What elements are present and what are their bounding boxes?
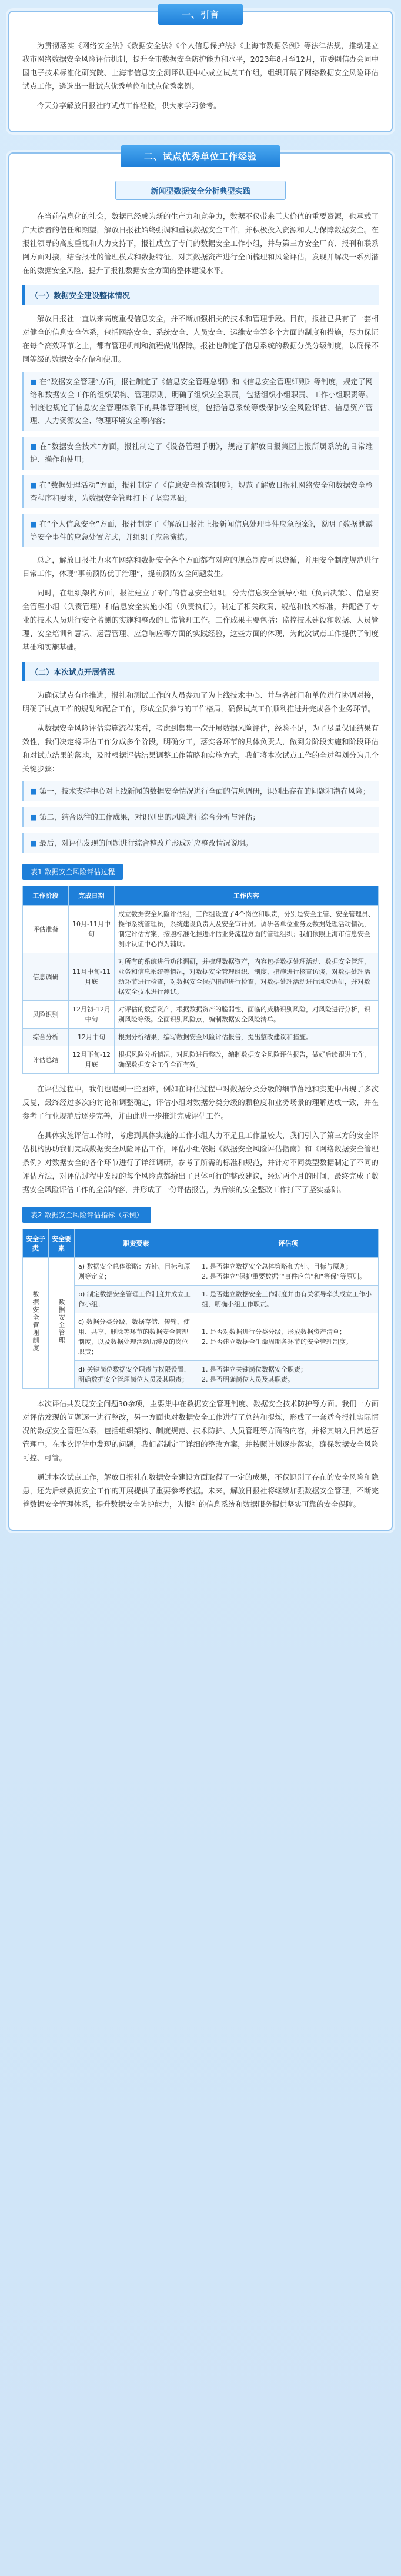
table-row: 风险识别 12月初-12月中旬 对评估的数据资产，根据数据资产的脆弱性、面临的威胁识别风险，对风险进行分析，识别风险等级。全面识别风险点，编制数据安全风险清单。 <box>23 1001 379 1029</box>
bullet-icon: ■ <box>30 787 37 796</box>
body-paragraph: 在具体实施评估工作时，考虑到具体实施的工作小组人力不足且工作量较大，我们引入了第三方的安全评估机构协助我们完成数据安全风险评估工作，评估小组依据《数据安全风险评估指南》和《网络数据安全管理条例》对数据安全的各个环节进行了详细调研，参考了所需的标准和规范，并针对不同类型数据制定了不同的评估方法，对评估过程中发现的每个风险点都给出了具体可行的整改建议，经过两个月的时间，最终完成了数据安全风险评估工作的全部内容，并形成了一份评估报告，为后续的安全整改工作打下了坚实基础。 <box>22 1131 379 1194</box>
body-paragraph: 总之，解放日报社力求在网络和数据安全各个方面都有对应的规章制度可以遵循，并用安全制度规范进行日常工作，体现“事前预防优于治理”，提前预防安全问题发生。 <box>22 555 379 578</box>
body-paragraph: 通过本次试点工作，解放日报社在数据安全建设方面取得了一定的成果，不仅识别了存在的安全风险和隐患，还为后续数据安全工作的开展提供了重要参考依据。未来，解放日报社将继续加强数据安全管理，不断完善数据安全管理体系，提升数据安全防护能力，为报社的信息系统和数据服务提供坚实可靠的安全保障。 <box>22 1473 379 1509</box>
subsection-title: （二）本次试点开展情况 <box>22 662 379 681</box>
bullet-icon: ■ <box>30 442 38 451</box>
experience-tab: 二、试点优秀单位工作经验 <box>121 145 280 167</box>
experience-card <box>8 152 393 1531</box>
table-row: 综合分析 12月中旬 根据分析结果，编写数据安全风险评估报告，提出整改建议和措施。 <box>23 1029 379 1046</box>
bullet-item: ■ 在“数据安全技术”方面，报社制定了《设备管理手册》，规范了解放日报集团上报所属系统的日常维护、操作和使用； <box>22 437 379 470</box>
body-paragraph: 在评估过程中，我们也遇到一些困难，例如在评估过程中对数据分类分级的细节落地和实施中出现了多次反复，最终经过多次的讨论和调整确定，评估小组对数据分类分级的颗粒度和业务场景的理解达成一致，并在参考了行业规范后逐步完善，并由此进一步推进完成评估工作。 <box>22 1084 379 1120</box>
table-row: c) 数据分类分级、数据存储、传输、使用、共享、删除等环节的数据安全管理制度，以及数据处理活动所涉及的岗位职责； 1. 是否对数据进行分类分级，形成数据资产清单； 2. 是否建立数据全生命周期各环节的安全管理制度。 <box>23 1313 379 1361</box>
bullet-icon: ■ <box>30 838 37 847</box>
table1-label: 表1 数据安全风险评估过程 <box>22 864 123 880</box>
indicator-table <box>22 1229 379 1389</box>
bottom-spacer <box>8 1531 393 1549</box>
body-paragraph: 同时，在组织架构方面，报社建立了专门的信息安全组织，分为信息安全领导小组（负责决策）、信息安全管理小组（负责管理）和信息安全实施小组（负责执行），制定了相关政策、规范和技术标准，并配备了专业的技术人员进行安全监测的实施和整改的日常管理工作。工作成果主要包括：监控技术建设和数据、人员管理、安全培训和意识、运营管理、应急响应等方面的实践经验，这些方面的体现，为此次试点工作提供了制度基础和实施基础。 <box>22 588 379 651</box>
step-item: ■ 最后，对评估发现的问题进行综合整改并形成对应整改情况说明。 <box>22 833 379 853</box>
bullet-item: ■ 在“数据处理活动”方面，报社制定了《信息安全检查制度》，规范了解放日报社网络安全和数据安全检查程序和要求，为数据安全管理打下了坚实基础； <box>22 475 379 508</box>
topic-badge: 新闻型数据安全分析典型实践 <box>115 181 286 200</box>
category-cell: 数据安全管理制度 <box>32 1291 39 1352</box>
table-header: 职责要素 <box>75 1229 198 1258</box>
step-item: ■ 第二，结合以往的工作成果，对识别出的风险进行综合分析与评估； <box>22 807 379 827</box>
table-row: 信息调研 11月中旬-11月底 对所有的系统进行功能调研，并梳理数据资产，内容包括数据处理活动、数据安全管理，业务和信息系统等情况，对数据安全管理组织、制度、措施进行核查访谈，对数据处理活动环节进行检查，对数据安全保护措施进行检查，对数据处理活动进行风险调研，并对数据安全技术进行测试。 <box>23 953 379 1001</box>
bullet-icon: ■ <box>30 377 37 386</box>
table-row: 评估准备 10月-11月中旬 成立数据安全风险评估组，工作组设置了4个岗位和职责，分别是安全主管、安全管理员、操作系统管理员，系统建设负责人及安全审计员。调研各单位业务及数据处理活动情况，制定评估方案，按照标准化推进评估业务流程方面的管理组织；我们依照上海市信息安全测评认证中心作为辅助。 <box>23 906 379 953</box>
body-paragraph: 从数据安全风险评估实施流程来看，考虑到集集一次开展数据风险评估，经验不足，为了尽量保证结果有效性，我们决定将评估工作分成多个阶段，明确分工，落实各环节的具体负责人，做到分阶段实施和阶段评估和对试点结果的落地，及时根据评估结果调整工作策略和实施方式，我们将本次试点工作的全过程划分为几个关键步骤： <box>22 724 379 773</box>
intro-card <box>8 11 393 132</box>
table-row: d) 关键岗位数据安全职责与权限设置，明确数据安全管理岗位人员及其职责； 1. 是否建立关键岗位数据安全职责； 2. 是否明确岗位人员及其职责。 <box>23 1361 379 1389</box>
table-header: 安全子类 <box>23 1229 49 1258</box>
body-paragraph: 解放日报社一直以来高度重视信息安全，并不断加强相关的技术和管理手段。目前，报社已具有了一套相对健全的信息安全体系，包括网络安全、系统安全、人员安全、运维安全等多个方面的制度和措施，尽力保证在每个高效环节之上，都有管理机制和流程做出保障。报社也制定了信息系统的数据分类分级制度，以确保不同等级的数据安全存储和使用。 <box>22 314 379 364</box>
intro-tab: 一、引言 <box>158 4 243 25</box>
subcategory-cell: 数据安全管理 <box>58 1299 65 1344</box>
bullet-item: ■ 在“数据安全管理”方面，报社制定了《信息安全管理总纲》和《信息安全管理细则》等制度，规定了网络和数据安全工作的组织架构、管理原则，明确了组织安全职责，包括组织小组职责、工作小组职责等。制度也规定了信息安全管理体系下的具体管理制度，包括信息系统等级保护安全风险评估、信息资产管理、人力资源安全、物理环境安全等内容； <box>22 372 379 431</box>
table-row: 数据安全管理制度 数据安全管理 a) 数据安全总体策略：方针、目标和原则等定义； 1. 是否建立数据安全总体策略和方针、目标与原则； 2. 是否建立“保护重要数据”“事件应急”和“等保”等原则。 <box>23 1258 379 1286</box>
step-item: ■ 第一，技术支持中心对上线新闻的数据安全情况进行全面的信息调研，识别出存在的问题和潜在风险； <box>22 781 379 801</box>
table-header: 完成日期 <box>69 886 115 906</box>
bullet-icon: ■ <box>30 520 38 528</box>
table-row: 评估总结 12月下旬-12月底 根据风险分析情况，对风险进行整改，编制数据安全风险评估报告，做好后续跟进工作，确保数据安全工作全面有效。 <box>23 1046 379 1074</box>
table-header: 安全要素 <box>49 1229 75 1258</box>
intro-paragraph: 为贯彻落实《网络安全法》《数据安全法》《个人信息保护法》《上海市数据条例》等法律法规，推动建立我市网络数据安全风险评估机制，提升全市数据安全防护能力和水平，2023年8月至12月，市委网信办会同中国电子技术标准化研究院、上海市信息安全测评认证中心成立试点工作组，组织开展了网络数据安全风险评估试点工作，遴选出一批试点优秀单位和试点优秀案例。 <box>22 41 379 91</box>
table-row: b) 制定数据安全管理工作制度并成立工作小组； 1. 是否建立数据安全工作制度并由有关领导牵头成立工作小组，明确小组工作职责。 <box>23 1286 379 1313</box>
bullet-icon: ■ <box>30 813 37 821</box>
process-table <box>22 886 379 1074</box>
bullet-icon: ■ <box>30 481 38 490</box>
table2-label: 表2 数据安全风险评估指标（示例） <box>22 1207 151 1223</box>
body-paragraph: 为确保试点有序推进，报社和测试工作的人员参加了为上线技术中心、并与各部门和单位进行协调对接，明确了试点工作的规划和配合工作，形成全员参与的工作格局，确保试点工作顺利推进并完成各个业务环节。 <box>22 691 379 713</box>
bullet-item: ■ 在“个人信息安全”方面，报社制定了《解放日报社上报新闻信息处理事件应急预案》，说明了数据泄露等安全事件的应急处置方式，并组织了应急演练。 <box>22 514 379 547</box>
table-header: 评估项 <box>198 1229 379 1258</box>
body-paragraph: 本次评估共发现安全问题30余项，主要集中在数据安全管理制度、数据安全技术防护等方面。我们一方面对评估发现的问题逐一进行整改，另一方面也对数据安全工作进行了总结和提炼，形成了一套适合报社实际情况的数据安全管理体系，包括组织架构、制度规范、技术防护、人员管理等方面的内容，并将其纳入日常运营管理中。在本次评估中发现的问题，我们都制定了详细的整改方案，并按照计划逐步落实，确保数据安全风险可控、可管。 <box>22 1399 379 1462</box>
table-header: 工作内容 <box>115 886 379 906</box>
table-header: 工作阶段 <box>23 886 69 906</box>
body-paragraph: 在当前信息化的社会，数据已经成为新的生产力和竞争力，数据不仅带来巨大价值的重要资源，也承载了广大读者的信任和期望，解放日报社始终强调和重视数据安全工作，并积极投入资源和人力保障数据安全。在报社领导的高度重视和大力支持下，报社成立了专门的数据安全工作小组，并与第三方安全厂商、报刊和联系网方面对接，结合报社的管理模式和数据特征，对其数据资产进行全面梳理和风险评估，发现并解决一系列潜在的数据安全风险，提升了报社数据安全方面的整体建设水平。 <box>22 212 379 275</box>
intro-paragraph: 今天分享解放日报社的试点工作经验，供大家学习参考。 <box>37 101 221 110</box>
subsection-title: （一）数据安全建设整体情况 <box>22 285 379 305</box>
